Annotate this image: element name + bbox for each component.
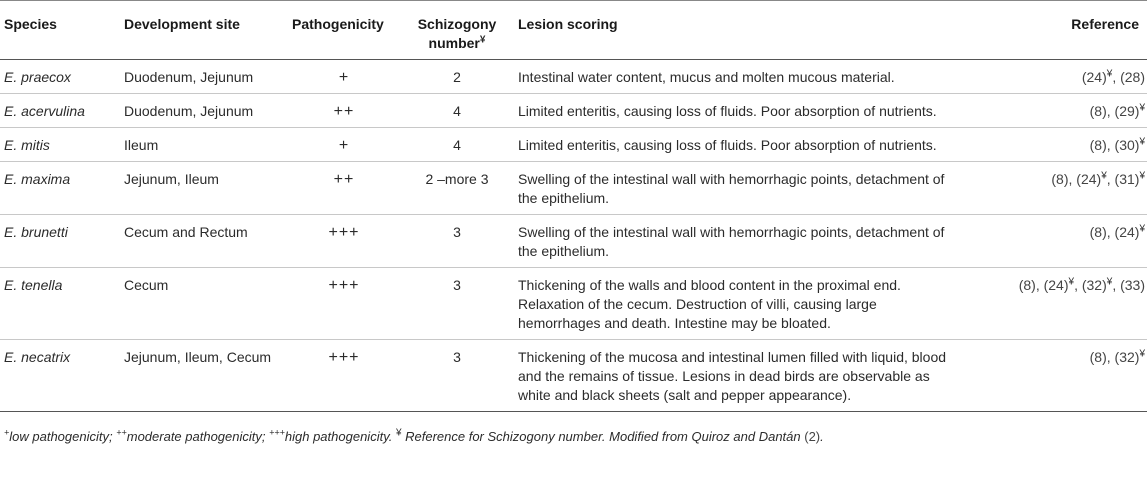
header-schizogony-number [400, 1, 514, 60]
table-row [0, 268, 1147, 340]
pathogenicity-cell: +++ [328, 349, 360, 366]
species-cell: E. brunetti [4, 224, 68, 240]
schizogony-cell: 3 [453, 277, 461, 293]
footnote-high-text: high pathogenicity. [284, 429, 396, 444]
footnote-sup-high: +++ [269, 427, 285, 438]
footnote-sup-low: + [4, 427, 10, 438]
footnote-yen-symbol: ¥ [395, 427, 402, 439]
schizogony-cell: 2 [453, 69, 461, 85]
reference-yen-marker: ¥ [1106, 68, 1113, 80]
reference-yen-marker: ¥ [1068, 276, 1075, 288]
reference-cell [954, 128, 1147, 162]
development-site-cell: Jejunum, Ileum [124, 171, 219, 187]
header-development-site: Development site [124, 16, 240, 32]
development-site-cell: Jejunum, Ileum, Cecum [124, 349, 272, 365]
lesion-scoring-cell: Thickening of the walls and blood content in the proximal end. Relaxation of the cecum. Destruction of villi, causing large hemorrhages and death. Intestine may be bloated. [518, 277, 901, 331]
lesion-scoring-cell: Swelling of the intestinal wall with hemorrhagic points, detachment of the epithelium. [518, 224, 945, 259]
table-row [0, 162, 1147, 215]
pathogenicity-cell: ++ [333, 103, 355, 120]
table-row [0, 340, 1147, 412]
reference-citation-link[interactable]: (24) [1081, 69, 1107, 85]
lesion-scoring-cell: Intestinal water content, mucus and molten mucous material. [518, 69, 895, 85]
yen-symbol: ¥ [479, 34, 486, 46]
table-row [0, 60, 1147, 94]
reference-yen-marker: ¥ [1139, 170, 1145, 182]
table-footnote [0, 412, 1147, 446]
table-row [0, 94, 1147, 128]
pathogenicity-cell: +++ [328, 277, 360, 294]
reference-citation-link[interactable]: , (32) [1074, 277, 1107, 293]
lesion-scoring-cell: Swelling of the intestinal wall with hemorrhagic points, detachment of the epithelium. [518, 171, 945, 206]
reference-cell [954, 340, 1147, 412]
reference-citation-link[interactable]: (8), (30) [1089, 137, 1140, 153]
schizogony-cell: 4 [453, 137, 461, 153]
lesion-scoring-cell: Limited enteritis, causing loss of fluids. Poor absorption of nutrients. [518, 137, 937, 153]
pathogenicity-cell: ++ [333, 171, 355, 188]
species-cell: E. tenella [4, 277, 63, 293]
header-reference: Reference [1071, 16, 1139, 32]
reference-yen-marker: ¥ [1139, 223, 1145, 235]
header-row [0, 1, 1147, 60]
reference-citation-link[interactable]: , (31) [1106, 171, 1140, 187]
reference-cell [954, 268, 1147, 340]
species-cell: E. maxima [4, 171, 71, 187]
reference-citation-link[interactable]: , (33) [1112, 277, 1145, 293]
reference-cell [954, 60, 1147, 94]
table-row [0, 215, 1147, 268]
development-site-cell: Duodenum, Jejunum [124, 103, 254, 119]
species-cell: E. acervulina [4, 103, 85, 119]
footnote-citation-link[interactable]: (2) [804, 429, 821, 444]
species-cell: E. praecox [4, 69, 71, 85]
reference-yen-marker: ¥ [1139, 348, 1145, 360]
schizogony-cell: 4 [453, 103, 461, 119]
table-header [0, 1, 1147, 60]
reference-yen-marker: ¥ [1101, 170, 1107, 182]
pathogenicity-cell: + [338, 137, 350, 154]
reference-cell [954, 215, 1147, 268]
schizogony-cell: 3 [453, 349, 461, 365]
header-pathogenicity: Pathogenicity [292, 16, 384, 32]
lesion-scoring-cell: Thickening of the mucosa and intestinal lumen filled with liquid, blood and the remains of tissue. Lesions in dead birds are observable as white and black sheets (salt and pepper appearance). [518, 349, 947, 403]
reference-citation-link[interactable]: (8), (24) [1089, 224, 1140, 240]
header-schizogony-line2: number [428, 35, 480, 51]
development-site-cell: Cecum and Rectum [124, 224, 248, 240]
species-cell: E. mitis [4, 137, 50, 153]
reference-citation-link[interactable]: (8), (32) [1089, 349, 1140, 365]
development-site-cell: Duodenum, Jejunum [124, 69, 254, 85]
reference-cell [954, 162, 1147, 215]
schizogony-cell: 3 [453, 224, 461, 240]
footnote-reference-text: Reference for Schizogony number. Modified from Quiroz and Dantán [401, 429, 805, 444]
footnote-sup-moderate: ++ [116, 427, 127, 438]
pathogenicity-cell: +++ [328, 224, 360, 241]
footnote-end: . [820, 429, 824, 444]
pathogenicity-cell: + [338, 69, 350, 86]
table-body [0, 60, 1147, 412]
header-species: Species [4, 16, 57, 32]
header-lesion-scoring: Lesion scoring [518, 16, 618, 32]
species-cell: E. necatrix [4, 349, 71, 365]
reference-yen-marker: ¥ [1139, 102, 1145, 114]
reference-cell [954, 94, 1147, 128]
reference-citation-link[interactable]: (8), (29) [1089, 103, 1140, 119]
reference-yen-marker: ¥ [1106, 276, 1113, 288]
reference-citation-link[interactable]: (8), (24) [1018, 277, 1069, 293]
reference-yen-marker: ¥ [1139, 136, 1145, 148]
lesion-scoring-cell: Limited enteritis, causing loss of fluids. Poor absorption of nutrients. [518, 103, 937, 119]
schizogony-cell: 2 –more 3 [425, 171, 489, 187]
development-site-cell: Ileum [124, 137, 159, 153]
table-row [0, 128, 1147, 162]
footnote-low-text: low pathogenicity; [9, 429, 117, 444]
reference-citation-link[interactable]: , (28) [1112, 69, 1145, 85]
reference-citation-link[interactable]: (8), (24) [1051, 171, 1102, 187]
header-schizogony-line1: Schizogony [417, 16, 497, 32]
footnote-moderate-text: moderate pathogenicity; [126, 429, 270, 444]
development-site-cell: Cecum [124, 277, 169, 293]
